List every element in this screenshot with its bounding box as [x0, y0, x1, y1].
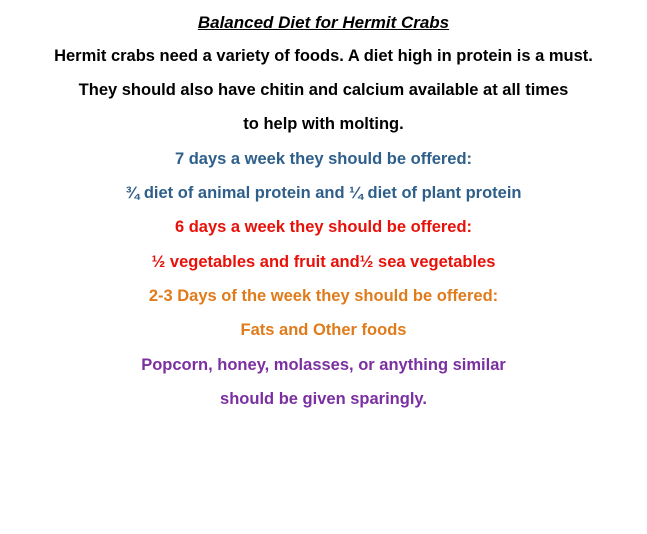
- intro-line-1: Hermit crabs need a variety of foods. A diet high in protein is a must.: [54, 46, 593, 65]
- section-3-heading: 2-3 Days of the week they should be offered:: [148, 287, 499, 306]
- intro-line-2: They should also have chitin and calcium available at all times: [78, 81, 569, 100]
- section-4-heading: Popcorn, honey, molasses, or anything similar: [141, 355, 506, 374]
- document-title: Balanced Diet for Hermit Crabs: [197, 13, 450, 32]
- section-1-body: ¾ diet of animal protein and ¼ diet of plant protein: [125, 184, 522, 203]
- section-1-heading: 7 days a week they should be offered:: [174, 149, 473, 168]
- intro-line-3: to help with molting.: [243, 115, 404, 134]
- section-2-heading: 6 days a week they should be offered:: [174, 218, 473, 237]
- section-4-body: should be given sparingly.: [220, 389, 427, 408]
- section-2-body: ½ vegetables and fruit and½ sea vegetables: [151, 252, 496, 271]
- section-3-body: Fats and Other foods: [240, 321, 407, 340]
